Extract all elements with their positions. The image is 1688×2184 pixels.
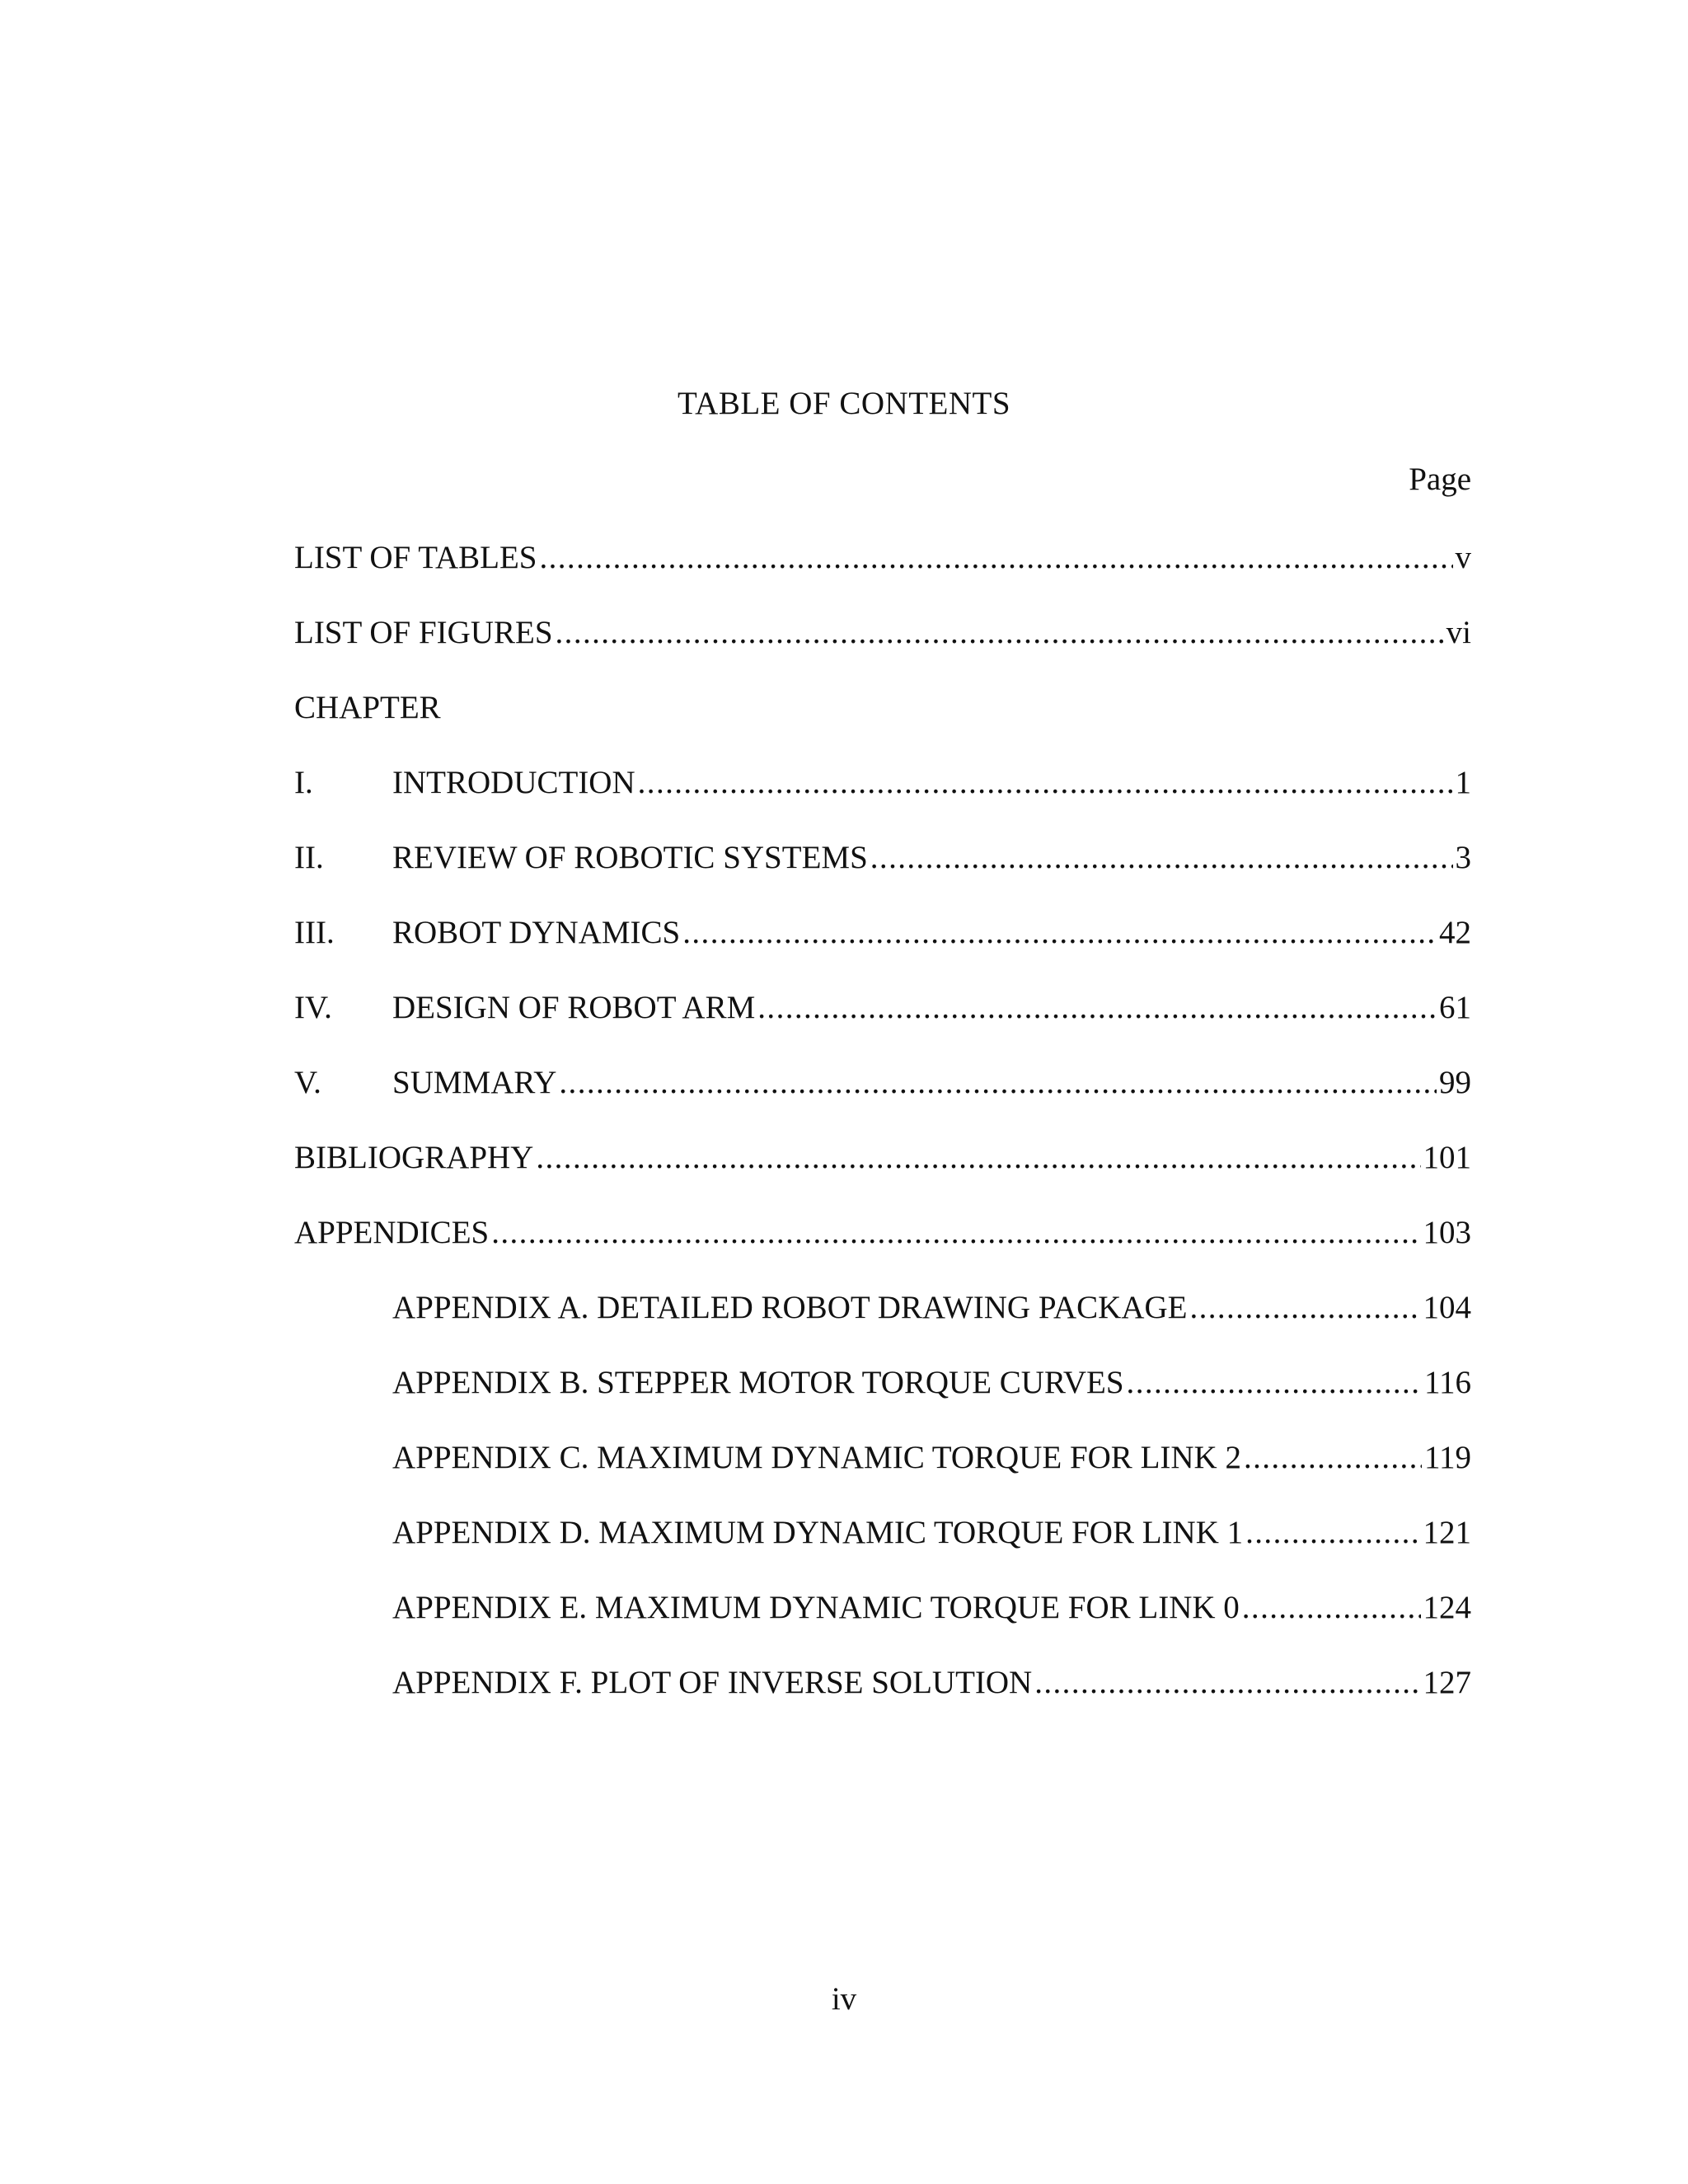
table-of-contents: [294, 539, 1471, 1739]
dot-leader: [539, 539, 1452, 577]
page-column-header: Page: [1409, 462, 1471, 497]
dot-leader: [559, 1064, 1437, 1102]
chapter-number: V.: [294, 1065, 321, 1100]
toc-entry-label: APPENDICES: [294, 1215, 490, 1250]
toc-entry-bibliography[interactable]: [294, 1139, 1471, 1214]
toc-entry-label: ROBOT DYNAMICS: [392, 915, 681, 950]
toc-entry-page: 99: [1439, 1065, 1471, 1100]
chapter-number: II.: [294, 840, 324, 875]
toc-entry-label: APPENDIX B. STEPPER MOTOR TORQUE CURVES: [392, 1365, 1124, 1400]
toc-entry-page: v: [1455, 540, 1471, 575]
dot-leader: [638, 764, 1453, 802]
dot-leader: [1245, 1514, 1420, 1552]
toc-entry-label: DESIGN OF ROBOT ARM: [392, 990, 756, 1025]
chapter-number: IV.: [294, 990, 332, 1025]
dot-leader: [556, 614, 1444, 652]
toc-entry-chapter-3[interactable]: [294, 914, 1471, 989]
toc-entry-page: 116: [1423, 1365, 1471, 1400]
dot-leader: [1189, 1289, 1420, 1327]
toc-entry-page: 1: [1455, 765, 1471, 800]
chapter-number: III.: [294, 915, 335, 950]
dot-leader: [1127, 1364, 1422, 1402]
toc-entry-appendix-c[interactable]: [294, 1439, 1471, 1514]
toc-entry-appendix-b[interactable]: [294, 1364, 1471, 1439]
toc-entry-label: REVIEW OF ROBOTIC SYSTEMS: [392, 840, 868, 875]
page-title: TABLE OF CONTENTS: [677, 386, 1011, 421]
toc-entry-appendix-e[interactable]: [294, 1589, 1471, 1664]
toc-entry-page: 42: [1439, 915, 1471, 950]
toc-entry-list-of-tables[interactable]: [294, 539, 1471, 614]
toc-entry-chapter-2[interactable]: [294, 839, 1471, 914]
toc-entry-appendix-d[interactable]: [294, 1514, 1471, 1589]
toc-entry-label: INTRODUCTION: [392, 765, 635, 800]
toc-entry-label: LIST OF FIGURES: [294, 615, 553, 650]
dot-leader: [1242, 1589, 1421, 1627]
toc-entry-chapter-5[interactable]: [294, 1064, 1471, 1139]
toc-entry-list-of-figures[interactable]: [294, 614, 1471, 689]
toc-entry-page: 127: [1423, 1665, 1471, 1700]
toc-entry-page: 101: [1423, 1140, 1471, 1175]
toc-entry-label: APPENDIX E. MAXIMUM DYNAMIC TORQUE FOR LINK 0: [392, 1590, 1240, 1625]
dot-leader: [870, 839, 1453, 877]
toc-entry-page: vi: [1446, 615, 1471, 650]
dot-leader: [682, 914, 1437, 952]
toc-entry-appendices[interactable]: [294, 1214, 1471, 1289]
toc-entry-page: 3: [1455, 840, 1471, 875]
toc-entry-label: APPENDIX F. PLOT OF INVERSE SOLUTION: [392, 1665, 1033, 1700]
toc-entry-label: APPENDIX A. DETAILED ROBOT DRAWING PACKAGE: [392, 1290, 1188, 1325]
toc-entry-label: APPENDIX D. MAXIMUM DYNAMIC TORQUE FOR LINK 1: [392, 1515, 1244, 1550]
toc-entry-label: APPENDIX C. MAXIMUM DYNAMIC TORQUE FOR LINK 2: [392, 1440, 1241, 1475]
toc-entry-chapter-1[interactable]: [294, 764, 1471, 839]
dot-leader: [757, 989, 1437, 1027]
toc-entry-label: SUMMARY: [392, 1065, 557, 1100]
toc-entry-label: BIBLIOGRAPHY: [294, 1140, 534, 1175]
toc-entry-appendix-a[interactable]: [294, 1289, 1471, 1364]
footer-page-number: iv: [831, 1981, 857, 2017]
dot-leader: [536, 1139, 1420, 1177]
toc-entry-page: 121: [1423, 1515, 1471, 1550]
toc-entry-page: 103: [1423, 1215, 1471, 1250]
chapter-number: I.: [294, 765, 313, 800]
toc-entry-appendix-f[interactable]: [294, 1664, 1471, 1739]
toc-entry-label: LIST OF TABLES: [294, 540, 537, 575]
toc-entry-page: 61: [1439, 990, 1471, 1025]
dot-leader: [491, 1214, 1420, 1252]
toc-entry-page: 104: [1423, 1290, 1471, 1325]
chapter-heading: CHAPTER: [294, 690, 441, 725]
chapter-heading-row: [294, 689, 1471, 764]
toc-entry-page: 124: [1423, 1590, 1471, 1625]
dot-leader: [1034, 1664, 1420, 1702]
toc-entry-chapter-4[interactable]: [294, 989, 1471, 1064]
toc-entry-page: 119: [1423, 1440, 1471, 1475]
dot-leader: [1244, 1439, 1422, 1477]
